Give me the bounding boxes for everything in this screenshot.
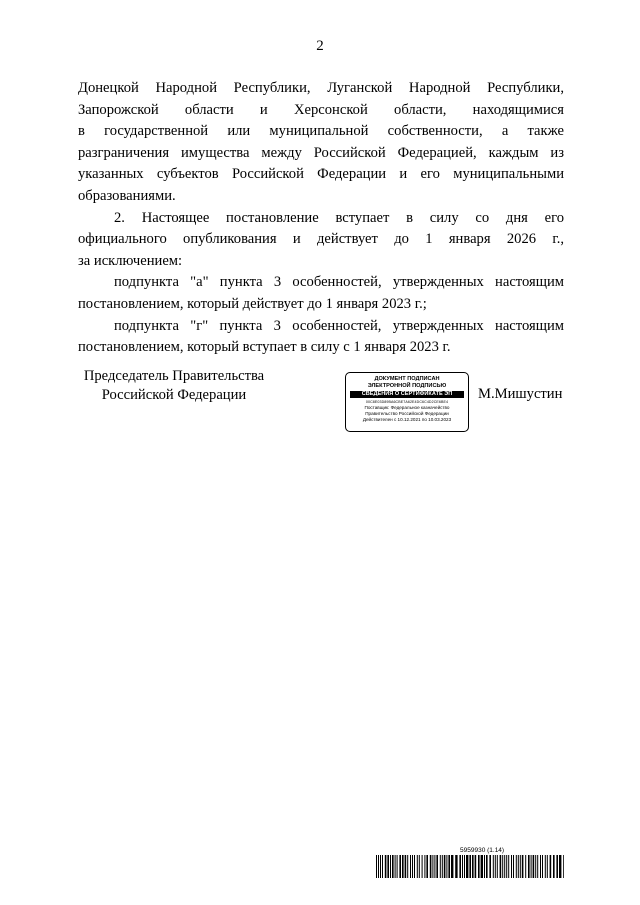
paragraph-item-2 <box>78 208 564 273</box>
document-body <box>78 78 564 359</box>
paragraph-subitem-g <box>78 316 564 359</box>
paragraph-continuation <box>78 78 564 208</box>
signer-title-line: Российской Федерации <box>101 387 247 403</box>
barcode-image <box>376 855 564 878</box>
stamp-heading: ДОКУМЕНТ ПОДПИСАН <box>374 376 440 382</box>
stamp-serial: 00C8E03D89BA6CBE7A62E4DC6C4D2CE6BE4 <box>365 400 449 404</box>
text-line: 2. Настоящее постановление вступает в силу со дня его <box>114 209 564 226</box>
stamp-validity: Действителен с 10.12.2021 по 10.03.2023 <box>362 417 452 423</box>
signer-title <box>78 367 270 405</box>
text-line: за исключением: <box>78 252 183 269</box>
text-line: подпункта "г" пункта 3 особенностей, утвержденных настоящим <box>114 317 564 334</box>
text-line: постановлением, который действует до 1 января 2023 г.; <box>78 295 427 312</box>
signer-title-line: Председатель Правительства <box>83 368 265 384</box>
paragraph-subitem-a <box>78 272 564 315</box>
stamp-supplier: Поставщик: Федеральное казначейство <box>364 405 450 410</box>
electronic-signature-stamp <box>345 372 469 432</box>
text-line: в государственной или муниципальной собственности, а также <box>78 123 564 140</box>
text-line: разграничения имущества между Российской Федерацией, каждым из <box>78 144 564 161</box>
stamp-certificate-bar: СВЕДЕНИЯ О СЕРТИФИКАТЕ ЭП <box>350 391 464 398</box>
stamp-owner: Правительство Российской Федерации <box>365 411 449 417</box>
text-line: Донецкой Народной Республики, Луганской Народной Республики, <box>78 80 564 96</box>
text-line: указанных субъектов Российской Федерации и его муниципальными <box>78 166 564 183</box>
stamp-heading: ЭЛЕКТРОННОЙ ПОДПИСЬЮ <box>367 383 447 389</box>
signer-name: М.Мишустин <box>478 386 563 402</box>
page-number: 2 <box>316 38 324 54</box>
text-line: постановлением, который вступает в силу с 1 января 2023 г. <box>78 339 451 356</box>
barcode-code: 5959930 (1.14) <box>460 847 505 854</box>
text-line: Запорожской области и Херсонской области, находящимися <box>78 101 564 118</box>
text-line: подпункта "а" пункта 3 особенностей, утвержденных настоящим <box>114 274 564 291</box>
text-line: образованиями. <box>78 187 176 204</box>
text-line: официального опубликования и действует до 1 января 2026 г., <box>78 231 564 248</box>
